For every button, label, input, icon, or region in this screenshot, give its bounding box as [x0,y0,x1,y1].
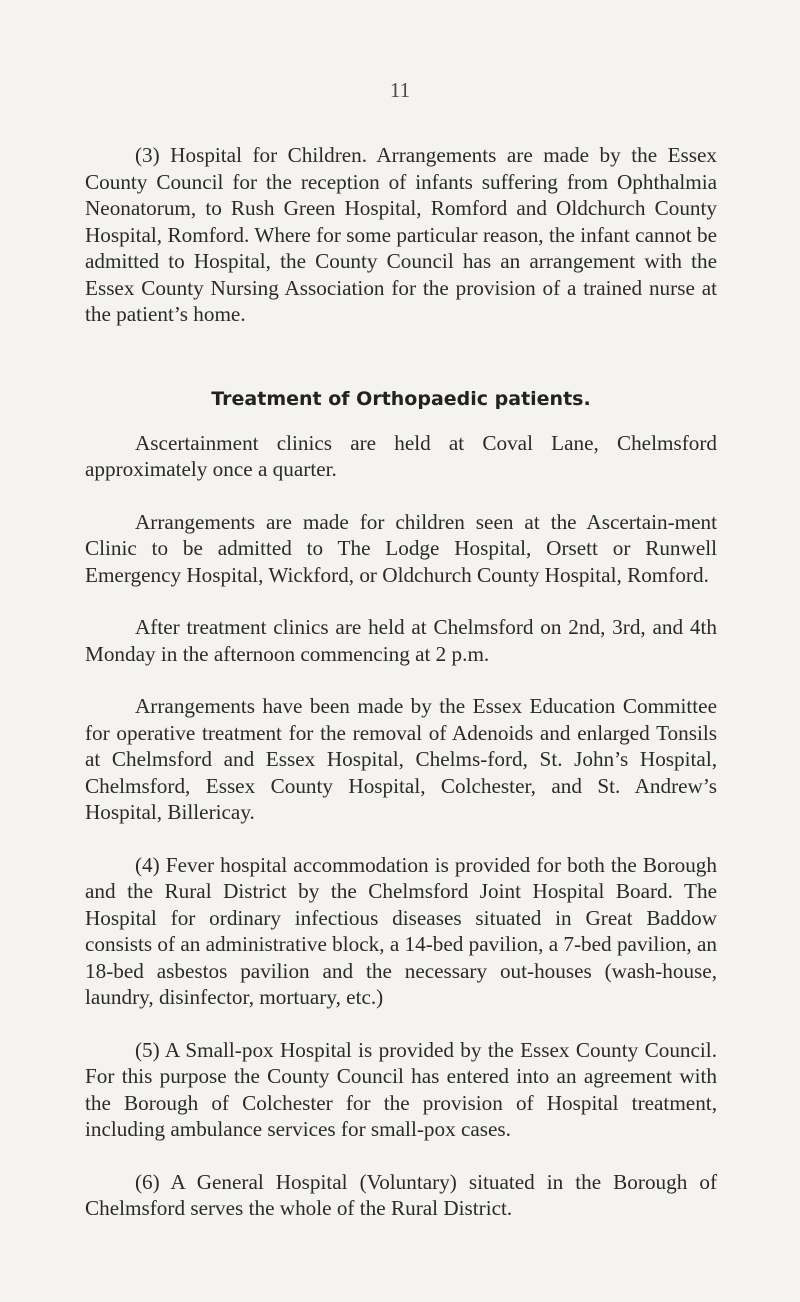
paragraph-fever-hospital: (4) Fever hospital accommodation is provided for both the Borough and the Rural District by the Chelmsford Joint Hospital Board. The Hospital for ordinary infectious diseases situated in Great Baddow consists of an administrative block, a 14-bed pavilion, a 7-bed pavilion, an 18-bed asbestos pavilion and the necessary out-houses (wash-house, laundry, disinfector, mortuary, etc.) [85,852,717,1009]
paragraph-adenoids-tonsils: Arrangements have been made by the Essex Education Committee for operative treatment for the removal of Adenoids and enlarged Tonsils at Chelmsford and Essex Hospital, Chelms-ford, St. John’s Hospital, Chelmsford, Essex County Hospital, Colchester, and St. Andrew’s Hospital, Billericay. [85,694,717,824]
paragraph-general-hospital: (6) A General Hospital (Voluntary) situated in the Borough of Chelmsford serves the whole of the Rural District. [85,1169,717,1220]
paragraph-small-pox-hospital: (5) A Small-pox Hospital is provided by the Essex County Council. For this purpose the County Council has entered into an agreement with the Borough of Colchester for the provision of Hospital treatment, including ambulance services for small-pox cases. [85,1037,717,1141]
page-body [85,142,717,1222]
paragraph-after-treatment-clinics: After treatment clinics are held at Chelmsford on 2nd, 3rd, and 4th Monday in the afternoon commencing at 2 p.m. [85,615,717,666]
section-heading-orthopaedic: Treatment of Orthopaedic patients. [211,387,591,410]
paragraph-ascertainment-clinics: Ascertainment clinics are held at Coval Lane, Chelmsford approximately once a quarter. [85,430,717,481]
page-number: 11 [389,78,411,102]
paragraph-admission-arrangements: Arrangements are made for children seen at the Ascertain-ment Clinic to be admitted to The Lodge Hospital, Orsett or Runwell Emergency Hospital, Wickford, or Oldchurch County Hospital, Romford. [85,509,717,587]
paragraph-hospital-for-children: (3) Hospital for Children. Arrangements are made by the Essex County Council for the reception of infants suffering from Ophthalmia Neonatorum, to Rush Green Hospital, Romford and Oldchurch County Hospital, Romford. Where for some particular reason, the infant cannot be admitted to Hospital, the County Council has an arrangement with the Essex County Nursing Association for the provision of a trained nurse at the patient’s home. [85,143,717,326]
